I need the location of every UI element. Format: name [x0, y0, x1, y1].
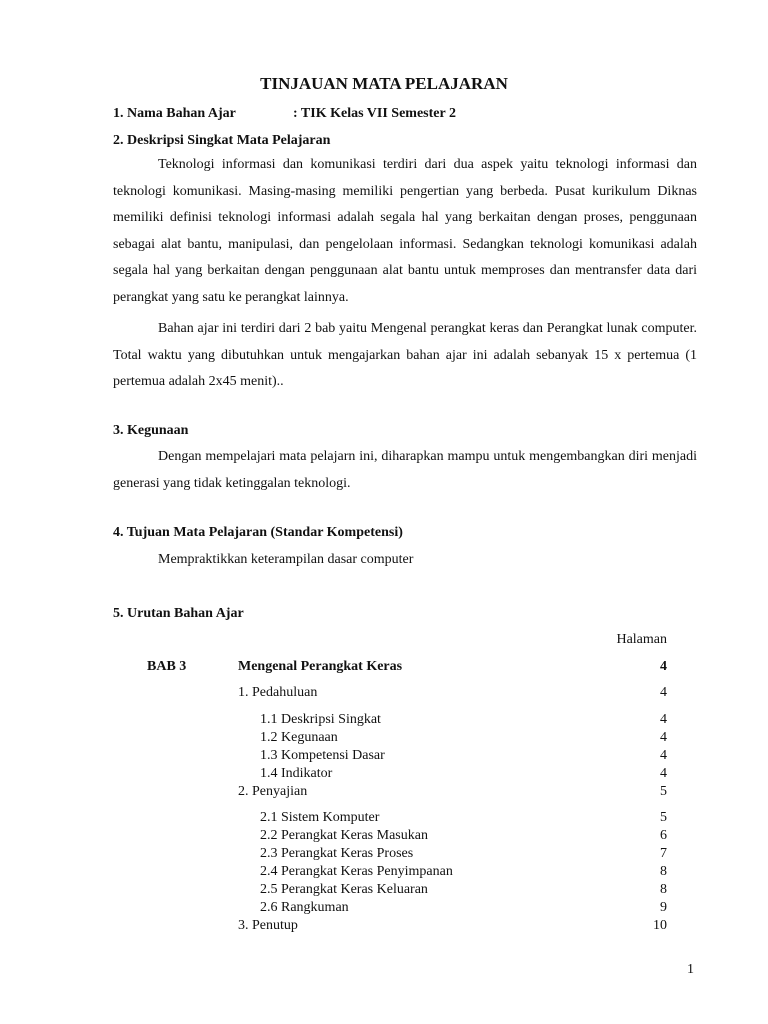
- toc-row: [0, 846, 768, 864]
- toc-item-page: 10: [653, 918, 667, 933]
- toc-row: [0, 828, 768, 846]
- toc-row: [0, 784, 768, 802]
- toc-row: [0, 685, 768, 703]
- toc-item-page: 9: [660, 900, 667, 915]
- toc-item-text: 1.2 Kegunaan: [260, 730, 338, 745]
- toc-item-page: 8: [660, 882, 667, 897]
- toc-item-page: 5: [660, 810, 667, 825]
- toc-item-text: 2.6 Rangkuman: [260, 900, 349, 915]
- toc-item-page: 4: [660, 766, 667, 781]
- section-5-heading: 5. Urutan Bahan Ajar: [113, 606, 244, 621]
- toc-item-page: 6: [660, 828, 667, 843]
- section-3-paragraph-text: Dengan mempelajari mata pelajarn ini, diharapkan mampu untuk mengembangkan diri menjadi generasi yang tidak ketinggalan teknologi.: [113, 449, 697, 491]
- toc-item-text: 1.4 Indikator: [260, 766, 333, 781]
- section-2-paragraph-1: [113, 152, 697, 311]
- toc-item-text: 2. Penyajian: [238, 784, 308, 799]
- toc-item-text: 3. Penutup: [238, 918, 298, 933]
- toc-row: [0, 810, 768, 828]
- toc-row: [0, 766, 768, 784]
- section-3-heading: 3. Kegunaan: [113, 423, 189, 438]
- toc-chapter-title: Mengenal Perangkat Keras: [238, 659, 403, 674]
- toc-item-text: 1.3 Kompetensi Dasar: [260, 748, 385, 763]
- toc-item-page: 4: [660, 730, 667, 745]
- toc-item-page: 4: [660, 685, 667, 700]
- toc-row: [0, 748, 768, 766]
- page-title: TINJAUAN MATA PELAJARAN: [260, 74, 508, 93]
- toc-item-text: 2.5 Perangkat Keras Keluaran: [260, 882, 428, 897]
- toc-item-text: 2.1 Sistem Komputer: [260, 810, 380, 825]
- toc-item-text: 1.1 Deskripsi Singkat: [260, 712, 381, 727]
- toc-row: [0, 918, 768, 936]
- toc-row: [0, 864, 768, 882]
- toc-chapter-row: [0, 659, 768, 677]
- toc-item-page: 4: [660, 712, 667, 727]
- toc-chapter-page: 4: [660, 659, 667, 674]
- toc-item-text: 2.4 Perangkat Keras Penyimpanan: [260, 864, 453, 879]
- section-2-paragraph-2-text: Bahan ajar ini terdiri dari 2 bab yaitu Mengenal perangkat keras dan Perangkat lunak computer. Total waktu yang dibutuhkan untuk mengajarkan bahan ajar ini adalah sebanyak 15 x pertemua (1 pertemua adalah 2x45 menit)..: [113, 321, 697, 389]
- toc-row: [0, 882, 768, 900]
- section-1-label: 1. Nama Bahan Ajar: [113, 106, 236, 121]
- toc-item-page: 5: [660, 784, 667, 799]
- section-2-paragraph-2: [113, 316, 697, 396]
- page-number: 1: [687, 962, 694, 977]
- toc-item-text: 1. Pedahuluan: [238, 685, 318, 700]
- section-3-paragraph: [113, 444, 697, 497]
- toc-item-page: 8: [660, 864, 667, 879]
- toc-item-text: 2.2 Perangkat Keras Masukan: [260, 828, 428, 843]
- section-4-heading: 4. Tujuan Mata Pelajaran (Standar Kompetensi): [113, 525, 403, 540]
- section-1-value: : TIK Kelas VII Semester 2: [293, 106, 456, 121]
- toc-row: [0, 712, 768, 730]
- toc-page-header: Halaman: [616, 632, 667, 647]
- toc-item-page: 4: [660, 748, 667, 763]
- toc-row: [0, 730, 768, 748]
- section-2-paragraph-1-text: Teknologi informasi dan komunikasi terdiri dari dua aspek yaitu teknologi informasi dan teknologi komunikasi. Masing-masing memiliki pengertian yang berbeda. Pusat kurikulum Diknas memiliki definisi teknologi informasi adalah segala hal yang berkaitan dengan proses, penggunaan sebagai alat bantu, manipulasi, dan pengelolaan informasi. Sedangkan teknologi komunikasi adalah segala hal yang berkaitan dengan penggunaan alat bantu untuk memproses dan mentransfer data dari perangkat yang satu ke perangkat lainnya.: [113, 157, 697, 305]
- toc-item-text: 2.3 Perangkat Keras Proses: [260, 846, 414, 861]
- toc-item-page: 7: [660, 846, 667, 861]
- section-4-text: Mempraktikkan keterampilan dasar computer: [158, 552, 414, 567]
- section-2-heading: 2. Deskripsi Singkat Mata Pelajaran: [113, 133, 331, 148]
- toc-chapter-label: BAB 3: [147, 659, 187, 674]
- toc-row: [0, 900, 768, 918]
